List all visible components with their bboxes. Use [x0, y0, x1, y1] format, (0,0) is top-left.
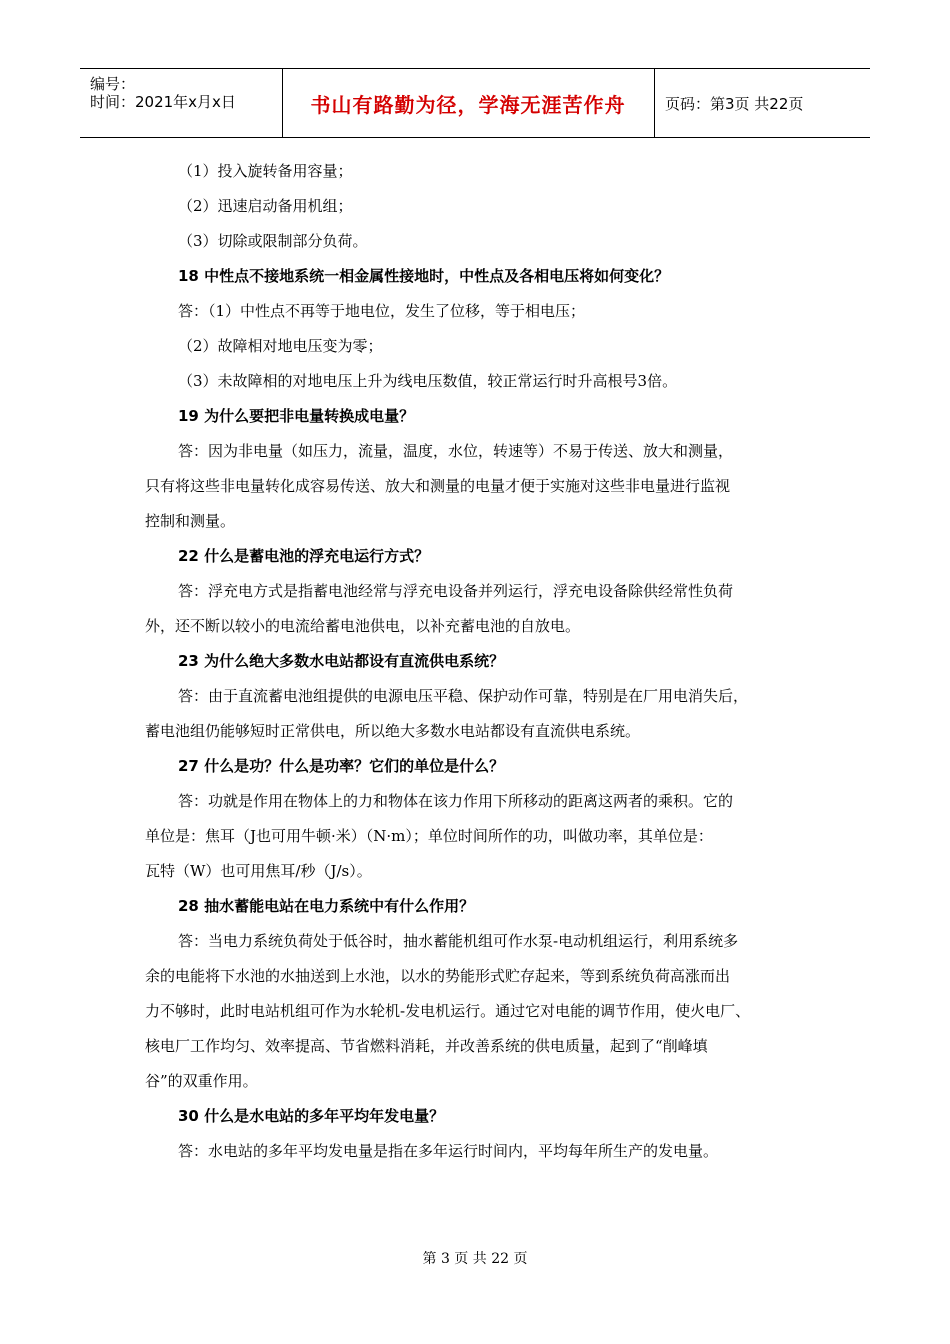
paragraph-line: 答：因为非电量（如压力，流量，温度，水位，转速等）不易于传送、放大和测量， — [178, 442, 734, 460]
page-header — [80, 68, 870, 138]
paragraph-line: 外，还不断以较小的电流给蓄电池供电，以补充蓄电池的自放电。 — [145, 617, 581, 635]
paragraph-line: （2）迅速启动备用机组； — [178, 197, 353, 215]
paragraph-line: 答：浮充电方式是指蓄电池经常与浮充电设备并列运行，浮充电设备除供经常性负荷 — [178, 582, 734, 600]
paragraph-line: 力不够时，此时电站机组可作为水轮机-发电机运行。通过它对电能的调节作用，使火电厂、 — [145, 1002, 751, 1020]
paragraph-line: （3）未故障相的对地电压上升为线电压数值，较正常运行时升高根号3倍。 — [178, 372, 678, 390]
paragraph-line: 控制和测量。 — [145, 512, 236, 530]
document-number-label: 编号： — [90, 75, 136, 93]
question-heading: 23 为什么绝大多数水电站都设有直流供电系统？ — [178, 652, 505, 670]
paragraph-line: 瓦特（W）也可用焦耳/秒（J/s）。 — [145, 862, 372, 880]
header-motto: 书山有路勤为径，学海无涯苦作舟 — [310, 92, 626, 117]
question-heading: 22 什么是蓄电池的浮充电运行方式？ — [178, 547, 430, 565]
paragraph-line: （3）切除或限制部分负荷。 — [178, 232, 368, 250]
header-divider — [654, 69, 655, 137]
paragraph-line: 答：功就是作用在物体上的力和物体在该力作用下所移动的距离这两者的乘积。它的 — [178, 792, 734, 810]
question-heading: 19 为什么要把非电量转换成电量？ — [178, 407, 415, 425]
paragraph-line: （2）故障相对地电压变为零； — [178, 337, 383, 355]
header-page-number: 页码：第3页 共22页 — [665, 94, 804, 113]
paragraph-line: 答：水电站的多年平均发电量是指在多年运行时间内，平均每年所生产的发电量。 — [178, 1142, 719, 1160]
paragraph-line: 答：当电力系统负荷处于低谷时，抽水蓄能机组可作水泵-电动机组运行，利用系统多 — [178, 932, 739, 950]
paragraph-line: 答：由于直流蓄电池组提供的电源电压平稳、保护动作可靠，特别是在厂用电消失后， — [178, 687, 749, 705]
paragraph-line: （1）投入旋转备用容量； — [178, 162, 353, 180]
paragraph-line: 答：（1）中性点不再等于地电位，发生了位移，等于相电压； — [178, 302, 586, 320]
paragraph-line: 单位是：焦耳（J也可用牛顿·米）（N·m）；单位时间所作的功，叫做功率，其单位是： — [145, 827, 713, 845]
paragraph-line: 只有将这些非电量转化成容易传送、放大和测量的电量才便于实施对这些非电量进行监视 — [145, 477, 731, 495]
page-footer: 第 3 页 共 22 页 — [422, 1251, 528, 1267]
paragraph-line: 谷”的双重作用。 — [145, 1072, 258, 1090]
paragraph-line: 蓄电池组仍能够短时正常供电，所以绝大多数水电站都设有直流供电系统。 — [145, 722, 641, 740]
header-info — [90, 75, 236, 111]
document-date: 时间：2021年x月x日 — [90, 93, 236, 111]
paragraph-line: 核电厂工作均匀、效率提高、节省燃料消耗，并改善系统的供电质量，起到了“削峰填 — [145, 1037, 708, 1055]
document-body — [145, 154, 815, 1169]
paragraph-line: 余的电能将下水池的水抽送到上水池，以水的势能形式贮存起来，等到系统负荷高涨而出 — [145, 967, 731, 985]
question-heading: 30 什么是水电站的多年平均年发电量？ — [178, 1107, 445, 1125]
question-heading: 18 中性点不接地系统一相金属性接地时，中性点及各相电压将如何变化？ — [178, 267, 670, 285]
question-heading: 27 什么是功？什么是功率？它们的单位是什么？ — [178, 757, 505, 775]
question-heading: 28 抽水蓄能电站在电力系统中有什么作用？ — [178, 897, 475, 915]
